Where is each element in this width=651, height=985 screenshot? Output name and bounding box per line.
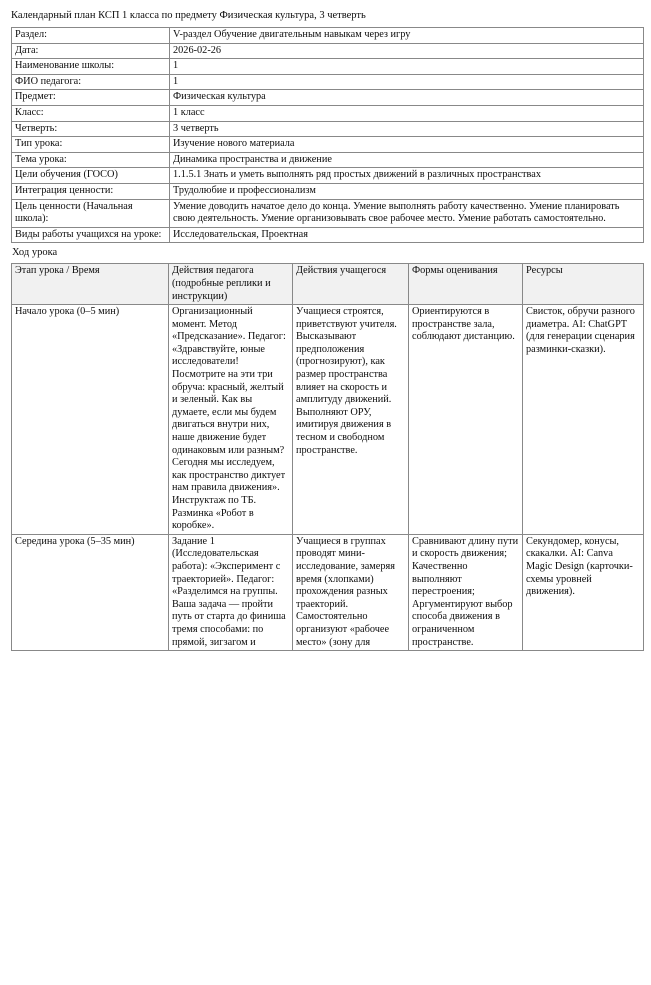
- info-value: Динамика пространства и движение: [170, 152, 644, 168]
- table-row: [12, 43, 644, 59]
- info-value: 3 четверть: [170, 121, 644, 137]
- info-value: Физическая культура: [170, 90, 644, 106]
- table-row: [12, 105, 644, 121]
- column-header-student-actions: Действия учащегося: [293, 264, 409, 305]
- table-row: [12, 121, 644, 137]
- column-header-teacher-actions: Действия педагога (подробные реплики и инструкции): [169, 264, 293, 305]
- table-row: [12, 59, 644, 75]
- lesson-info-table: [11, 27, 644, 243]
- column-header-resources: Ресурсы: [523, 264, 644, 305]
- info-value: Изучение нового материала: [170, 137, 644, 153]
- cell-student-actions: Учащиеся строятся, приветствуют учителя. Высказывают предположения (прогнозируют), как размер пространства влияет на скорость и амплитуду движений. Выполняют ОРУ, имитируя движения в тесном и свободном пространстве.: [293, 305, 409, 535]
- cell-resources: Свисток, обручи разного диаметра. AI: ChatGPT (для генерации сценария разминки-сказки).: [523, 305, 644, 535]
- table-row: [12, 534, 644, 650]
- info-label: Предмет:: [12, 90, 170, 106]
- info-label: Класс:: [12, 105, 170, 121]
- table-row: [12, 137, 644, 153]
- info-label: ФИО педагога:: [12, 74, 170, 90]
- info-label: Виды работы учащихся на уроке:: [12, 227, 170, 243]
- cell-assessment: Сравнивают длину пути и скорость движения; Качественно выполняют перестроения; Аргументируют выбор способа движения в ограниченном пространстве.: [409, 534, 523, 650]
- info-value: Исследовательская, Проектная: [170, 227, 644, 243]
- info-label: Тема урока:: [12, 152, 170, 168]
- cell-teacher-actions: Организационный момент. Метод «Предсказание». Педагог: «Здравствуйте, юные исследователи! Посмотрите на эти три обруча: красный, желтый и зеленый. Как вы думаете, если мы будем двигаться внутри них, наше движение будет одинаковым или разным? Сегодня мы исследуем, как пространство диктует нам правила движения». Инструктаж по ТБ. Разминка «Робот в коробке».: [169, 305, 293, 535]
- info-value: 1.1.5.1 Знать и уметь выполнять ряд простых движений в различных пространствах: [170, 168, 644, 184]
- info-value: 1 класс: [170, 105, 644, 121]
- info-label: Раздел:: [12, 28, 170, 44]
- column-header-stage: Этап урока / Время: [12, 264, 169, 305]
- table-row: [12, 199, 644, 227]
- table-row: [12, 305, 644, 535]
- table-row: [12, 227, 644, 243]
- info-value: 1: [170, 74, 644, 90]
- cell-resources: Секундомер, конусы, скакалки. AI: Canva Magic Design (карточки-схемы уровней движения).: [523, 534, 644, 650]
- cell-stage: Начало урока (0–5 мин): [12, 305, 169, 535]
- page-title: Календарный план КСП 1 класса по предмету Физическая культура, 3 четверть: [11, 10, 366, 21]
- info-label: Тип урока:: [12, 137, 170, 153]
- info-value: 2026-02-26: [170, 43, 644, 59]
- table-row: [12, 28, 644, 44]
- info-value: Умение доводить начатое дело до конца. Умение выполнять работу качественно. Умение планировать свою деятельность. Умение организовывать свое рабочее место. Умение работать самостоятельно.: [170, 199, 644, 227]
- info-value: Трудолюбие и профессионализм: [170, 183, 644, 199]
- lesson-flow-heading: Ход урока: [12, 247, 58, 259]
- column-header-assessment: Формы оценивания: [409, 264, 523, 305]
- lesson-flow-table: [11, 263, 644, 651]
- info-label: Четверть:: [12, 121, 170, 137]
- cell-assessment: Ориентируются в пространстве зала, соблюдают дистанцию.: [409, 305, 523, 535]
- table-row: [12, 183, 644, 199]
- info-value: 1: [170, 59, 644, 75]
- table-row: [12, 152, 644, 168]
- info-label: Дата:: [12, 43, 170, 59]
- info-label: Интеграция ценности:: [12, 183, 170, 199]
- table-header-row: [12, 264, 644, 305]
- info-label: Цель ценности (Начальная школа):: [12, 199, 170, 227]
- lesson-info-body: [12, 28, 644, 243]
- info-label: Наименование школы:: [12, 59, 170, 75]
- cell-stage: Середина урока (5–35 мин): [12, 534, 169, 650]
- cell-student-actions: Учащиеся в группах проводят мини-исследование, замеряя время (хлопками) прохождения разных траекторий. Самостоятельно организуют «рабочее место» (зону для: [293, 534, 409, 650]
- table-row: [12, 74, 644, 90]
- cell-teacher-actions: Задание 1 (Исследовательская работа): «Эксперимент с траекторией». Педагог: «Разделимся на группы. Ваша задача — пройти путь от старта до финиша тремя способами: по прямой, зигзагом и: [169, 534, 293, 650]
- table-row: [12, 168, 644, 184]
- lesson-flow-head: [12, 264, 644, 305]
- lesson-flow-body: [12, 305, 644, 651]
- table-row: [12, 90, 644, 106]
- info-label: Цели обучения (ГОСО): [12, 168, 170, 184]
- info-value: V-раздел Обучение двигательным навыкам через игру: [170, 28, 644, 44]
